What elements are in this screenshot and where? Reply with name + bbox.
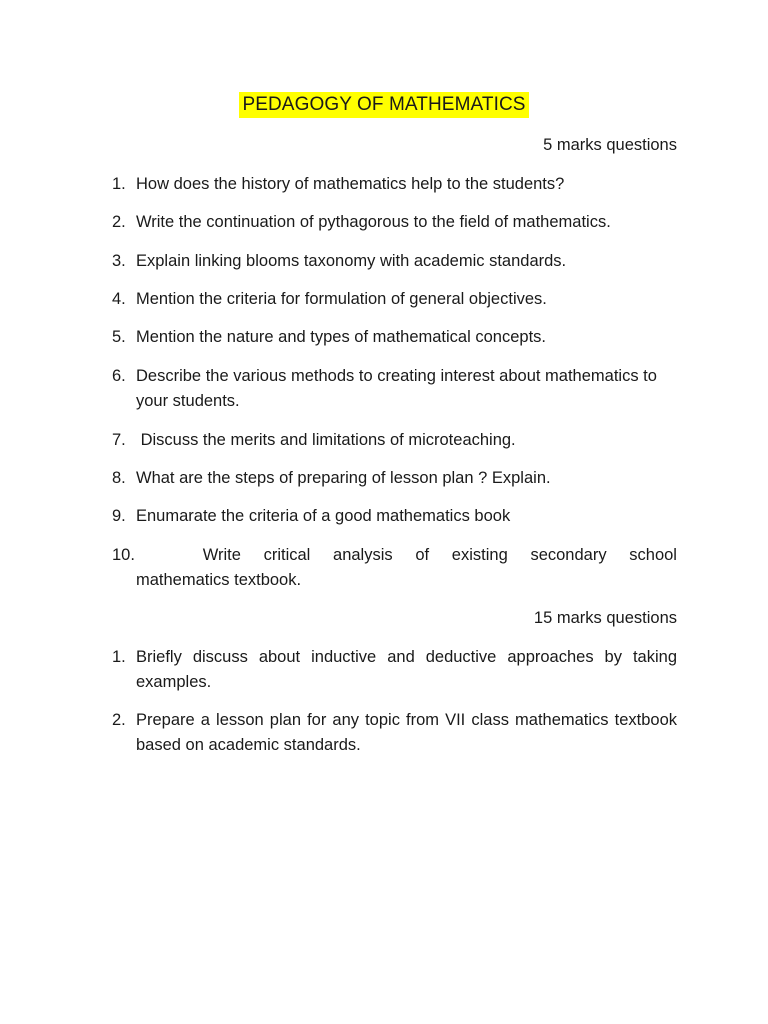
question-item <box>112 287 677 312</box>
question-item <box>112 172 677 197</box>
question-word: school <box>629 546 677 564</box>
question-text: Briefly discuss about inductive and deductive approaches by taking examples. <box>136 648 677 691</box>
question-number: 7. <box>112 431 126 449</box>
question-text: Describe the various methods to creating interest about mathematics to your students. <box>136 367 657 410</box>
question-number: 5. <box>112 328 126 346</box>
question-item <box>112 364 677 414</box>
question-text: mathematics textbook. <box>136 571 302 589</box>
question-item <box>112 210 677 235</box>
question-number: 3. <box>112 252 126 270</box>
question-number: 2. <box>112 213 126 231</box>
question-word: critical <box>263 546 311 564</box>
section-heading-15-marks: 15 marks questions <box>533 609 677 627</box>
question-number: 9. <box>112 507 126 525</box>
question-text: What are the steps of preparing of lesson plan ? Explain. <box>136 469 551 487</box>
question-word: Write <box>202 546 241 564</box>
question-item <box>112 428 677 453</box>
question-text: Mention the nature and types of mathematical concepts. <box>136 328 546 346</box>
question-text: Enumarate the criteria of a good mathematics book <box>136 507 511 525</box>
question-number: 1. <box>112 648 126 666</box>
question-text: Mention the criteria for formulation of general objectives. <box>136 290 547 308</box>
question-word: existing <box>451 546 508 564</box>
question-item <box>112 543 677 593</box>
question-word: of <box>415 546 430 564</box>
section-heading-5-marks: 5 marks questions <box>543 136 677 154</box>
question-number: 10. <box>112 546 135 564</box>
question-text: Prepare a lesson plan for any topic from VII class mathematics textbook based on academic standards. <box>136 711 677 754</box>
question-item <box>112 504 677 529</box>
question-word: analysis <box>333 546 393 564</box>
question-number: 4. <box>112 290 126 308</box>
question-number: 1. <box>112 175 126 193</box>
question-number: 6. <box>112 367 126 385</box>
question-number: 2. <box>112 711 126 729</box>
question-item <box>112 249 677 274</box>
title-wrap <box>0 92 768 118</box>
question-text: How does the history of mathematics help to the students? <box>136 175 565 193</box>
question-word: secondary <box>530 546 607 564</box>
question-number: 8. <box>112 469 126 487</box>
question-item <box>112 708 677 758</box>
page-title: PEDAGOGY OF MATHEMATICS <box>239 92 528 118</box>
question-text: Discuss the merits and limitations of microteaching. <box>136 431 516 449</box>
question-item <box>112 325 677 350</box>
question-item <box>112 466 677 491</box>
question-text: Write the continuation of pythagorous to the field of mathematics. <box>136 213 611 231</box>
question-line <box>112 543 677 568</box>
question-text: Explain linking blooms taxonomy with academic standards. <box>136 252 567 270</box>
question-item <box>112 645 677 695</box>
